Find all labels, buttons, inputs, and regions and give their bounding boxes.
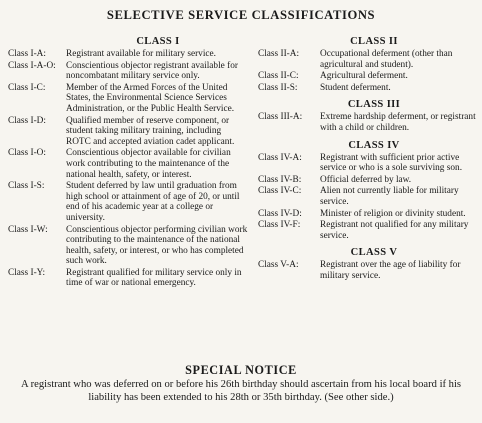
classification-code: Class V-A: — [258, 260, 299, 271]
classification-description: Registrant with sufficient prior active service or who is a sole surviving son. — [320, 152, 463, 174]
classification-description: Registrant available for military service. — [66, 49, 216, 59]
class-group — [8, 36, 248, 289]
classification-code: Class IV-F: — [258, 220, 301, 231]
classification-entry — [8, 148, 248, 180]
classification-entry — [258, 112, 476, 133]
class-heading: CLASS V — [350, 247, 398, 259]
classification-description: Registrant over the age of liability for military service. — [320, 260, 461, 281]
classification-description: Conscientious objector performing civilian work contributing to the maintenance of the national health, safety, or interest, or who has completed such work. — [66, 224, 248, 267]
classification-description: Conscientious objector available for civilian work contributing to the maintenance of the national health, safety, or interest. — [66, 148, 231, 180]
classification-code: Class IV-B: — [258, 174, 302, 185]
classification-entry — [8, 225, 248, 267]
classification-code: Class I-A-O: — [8, 60, 56, 71]
classification-description: Student deferment. — [320, 82, 391, 93]
page-title: SELECTIVE SERVICE CLASSIFICATIONS — [106, 8, 376, 22]
left-column — [8, 36, 248, 295]
classification-entry — [258, 49, 476, 70]
classification-entry — [258, 209, 476, 220]
classification-entry — [258, 175, 476, 186]
classification-entry — [8, 49, 248, 60]
classification-entry — [258, 186, 476, 207]
class-heading: CLASS I — [136, 36, 180, 47]
classification-description: Alien not currently liable for military service. — [320, 186, 459, 207]
classification-code: Class IV-A: — [258, 152, 302, 163]
classification-entry — [8, 83, 248, 115]
classification-description: Agricultural deferment. — [320, 71, 408, 82]
classification-code: Class III-A: — [258, 112, 303, 123]
class-group — [258, 140, 476, 242]
classification-code: Class I-C: — [8, 82, 46, 93]
classification-description: Extreme hardship deferment, or registrant with a child or children. — [320, 112, 476, 133]
classification-code: Class IV-C: — [258, 186, 302, 197]
classification-code: Class I-Y: — [8, 267, 46, 278]
class-group — [258, 36, 476, 93]
classification-description: Official deferred by law. — [320, 174, 412, 185]
classification-entry — [258, 260, 476, 281]
classification-entry — [258, 220, 476, 241]
notice-text: A registrant who was deferred on or before his 26th birthday should ascertain from his local board if his liability has been extended to his 28th or 35th birthday. (See other side.) — [20, 379, 462, 403]
classification-code: Class II-A: — [258, 49, 300, 59]
classification-entry — [8, 116, 248, 148]
classification-description: Registrant not qualified for any military service. — [320, 220, 469, 241]
classification-description: Occupational deferment (other than agricultural and student). — [320, 49, 453, 70]
classification-code: Class IV-D: — [258, 208, 302, 219]
classification-code: Class I-S: — [8, 181, 45, 192]
classification-entry — [258, 83, 476, 94]
class-heading: CLASS IV — [348, 139, 400, 151]
classification-entry — [8, 268, 248, 289]
notice-title: SPECIAL NOTICE — [185, 363, 297, 377]
class-heading: CLASS II — [350, 36, 398, 47]
classification-entry — [8, 181, 248, 223]
class-heading: CLASS III — [347, 99, 401, 111]
classification-description: Minister of religion or divinity student. — [320, 208, 466, 219]
right-column — [258, 36, 476, 288]
classification-description: Conscientious objector registrant available for noncombatant military service only. — [66, 60, 238, 82]
classification-code: Class I-O: — [8, 148, 46, 159]
class-group — [258, 247, 476, 281]
classification-entry — [258, 153, 476, 174]
classification-description: Qualified member of reserve component, or student taking military training, including ROTC and accepted aviation cadet applicant. — [66, 115, 235, 147]
classification-code: Class I-A: — [8, 49, 46, 59]
classification-description: Registrant qualified for military service only in time of war or national emergency. — [66, 267, 242, 289]
classification-description: Member of the Armed Forces of the United States, the Environmental Science Services Administration, or the Public Health Service. — [66, 82, 235, 114]
classification-entry — [8, 61, 248, 82]
class-group — [258, 99, 476, 133]
classification-description: Student deferred by law until graduation from high school or attainment of age of 20, or until end of his academic year at a college or university. — [66, 181, 240, 223]
classification-entry — [258, 71, 476, 82]
classification-code: Class I-W: — [8, 224, 48, 235]
classification-code: Class II-S: — [258, 82, 298, 93]
classification-code: Class II-C: — [258, 71, 299, 82]
classification-code: Class I-D: — [8, 115, 46, 126]
